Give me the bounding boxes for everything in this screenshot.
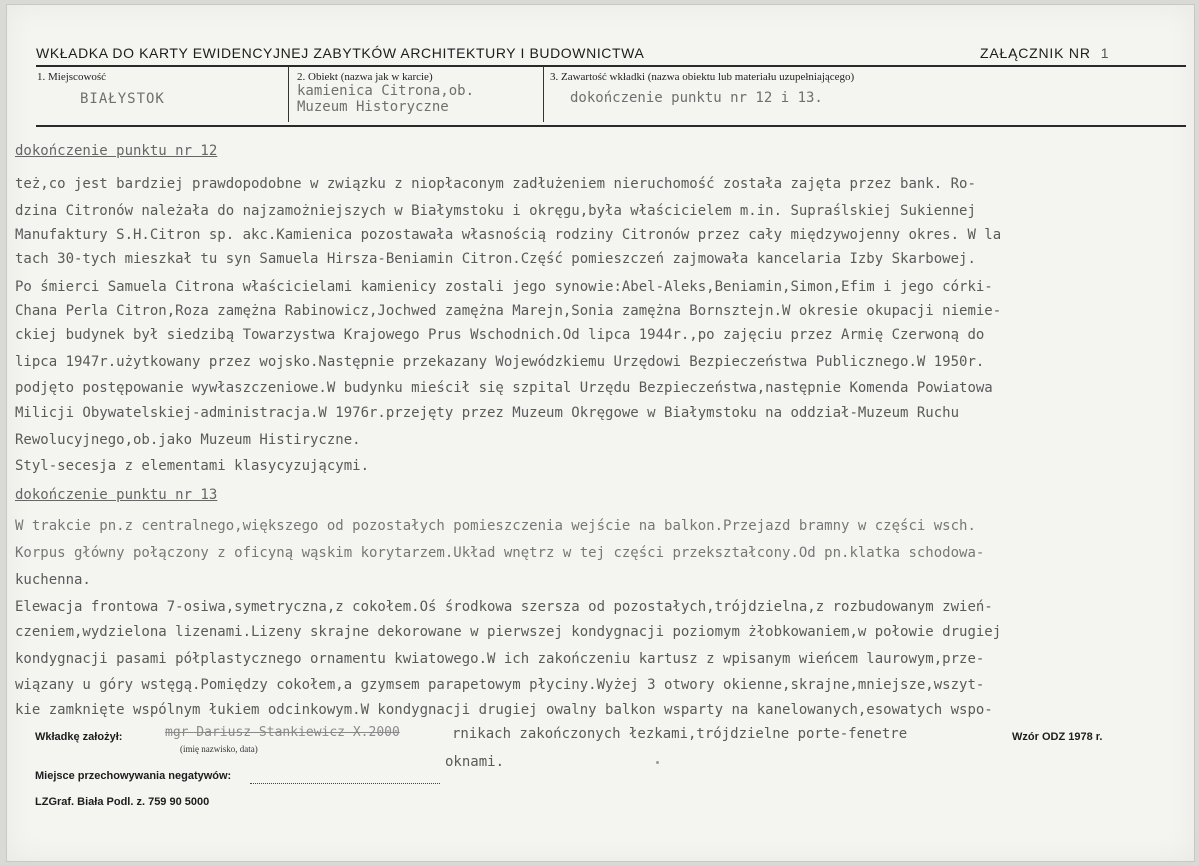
attachment-number: [980, 45, 1109, 61]
attachment-label: ZAŁĄCZNIK NR: [980, 45, 1091, 61]
body-line: też,co jest bardziej prawdopodobne w związku z niopłaconym zadłużeniem nieruchomość została zajęta przez bank. Ro-: [15, 176, 976, 192]
body-line: Korpus główny połączony z oficyną wąskim korytarzem.Układ wnętrz w tej części przekształcony.Od pn.klatka schodowa-: [15, 545, 985, 561]
body-line: podjęto postępowanie wywłaszczeniowe.W budynku mieścił się szpital Urzędu Bezpieczeństwa,następnie Komenda Powiatowa: [15, 380, 993, 396]
body-line: wiązany u góry wstęgą.Pomiędzy cokołem,a gzymsem parapetowym płyciny.Wyżej 3 otwory okienne,skrajne,mniejsze,wszyt-: [15, 677, 985, 693]
body-line: Styl-secesja z elementami klasycyzującymi.: [15, 458, 370, 474]
form-title: WKŁADKA DO KARTY EWIDENCYJNEJ ZABYTKÓW ARCHITEKTURY I BUDOWNICTWA: [36, 45, 645, 61]
field-value-zawartosc: dokończenie punktu nr 12 i 13.: [570, 90, 823, 106]
body-line-final: oknami.: [445, 754, 505, 770]
body-line: Elewacja frontowa 7-osiwa,symetryczna,z cokołem.Oś środkowa szersza od pozostałych,trójdzielna,z rozbudowanym zwień-: [15, 599, 993, 615]
form-template-ref: Wzór ODZ 1978 r.: [1012, 731, 1103, 743]
field-value-obiekt-1: kamienica Citrona,ob.: [297, 83, 475, 99]
body-line: Milicji Obywatelskiej-administracja.W 1976r.przejęty przez Muzeum Okręgowe w Białymstoku na oddział-Muzeum Ruchu: [15, 405, 960, 421]
field-label-zawartosc: 3. Zawartość wkładki (nazwa obiektu lub materiału uzupełniającego): [550, 71, 855, 83]
field-label-miejscowosc: 1. Miejscowość: [37, 71, 107, 83]
negatives-field: [250, 783, 440, 784]
field-divider-2: [543, 66, 544, 122]
negatives-label: Miejsce przechowywania negatywów:: [35, 770, 232, 782]
body-line: Rewolucyjnego,ob.jako Muzeum Histiryczne.: [15, 432, 361, 448]
body-line: Po śmierci Samuela Citrona właścicielami kamienicy zostali jego synowie:Abel-Aleks,Beniamin,Simon,Efim i jego córki-: [15, 279, 993, 295]
header-rule-bottom: [36, 125, 1186, 127]
printer-imprint: LZGraf. Biała Podl. z. 759 90 5000: [35, 796, 210, 808]
body-line: ckiej budynek był siedzibą Towarzystwa Krajowego Prus Wschodnich.Od lipca 1944r.,po zajęciu przez Armię Czerwoną do: [15, 327, 985, 343]
body-line: Manufaktury S.H.Citron sp. akc.Kamienica pozostawała własnością rodziny Citronów przez cały międzywojenny okres. W la: [15, 227, 1002, 243]
field-divider-1: [288, 66, 289, 122]
founder-sublabel: (imię nazwisko, data): [180, 744, 258, 754]
field-value-obiekt-2: Muzeum Historyczne: [297, 99, 449, 115]
body-line: tach 30-tych mieszkał tu syn Samuela Hirsza-Beniamin Citron.Część pomieszczeń zajmowała kancelaria Izby Skarbowej.: [15, 251, 976, 267]
body-line: W trakcie pn.z centralnego,większego od pozostałych pomieszczenia wejście na balkon.Przejazd bramny w części wsch.: [15, 518, 976, 534]
founder-value: mgr Dariusz Stankiewicz X.2000: [165, 725, 400, 740]
field-label-obiekt: 2. Obiekt (nazwa jak w karcie): [297, 71, 433, 83]
body-line: lipca 1947r.użytkowany przez wojsko.Następnie przekazany Wojewódzkiemu Urzędowi Bezpieczeństwa Publicznego.W 1950r.: [15, 354, 985, 370]
body-line: czeniem,wydzielona lizenami.Lizeny skrajne dekorowane w pierwszej kondygnacji poziomym żłobkowaniem,w połowie drugiej: [15, 624, 1002, 640]
section-heading-12: dokończenie punktu nr 12: [15, 143, 218, 159]
founder-label: Wkładkę założył:: [35, 731, 123, 743]
body-line: kie zamknięte wspólnym łukiem odcinkowym.W kondygnacji drugiej owalny balkon wsparty na kanelowanych,esowatych wspo-: [15, 702, 993, 718]
stray-mark: [656, 761, 659, 764]
field-value-miejscowosc: BIAŁYSTOK: [80, 91, 165, 107]
body-line: kuchenna.: [15, 572, 91, 588]
section-heading-13: dokończenie punktu nr 13: [15, 487, 218, 503]
body-line: kondygnacji pasami półplastycznego ornamentu kwiatowego.W ich zakończeniu kartusz z wpisanym wieńcem laurowym,prze-: [15, 651, 985, 667]
body-line-continuation: rnikach zakończonych łezkami,trójdzielne porte-fenetre: [452, 726, 908, 742]
body-line: dzina Citronów należała do najzamożniejszych w Białymstoku i okręgu,była właścicielem m.in. Supraślskiej Sukiennej: [15, 203, 976, 219]
body-line: Chana Perla Citron,Roza zamężna Rabinowicz,Jochwed zamężna Marejn,Sonia zamężna Bornsztejn.W okresie okupacji niemie-: [15, 303, 1002, 319]
header-rule-top: [36, 65, 1186, 67]
attachment-value: 1: [1100, 45, 1110, 61]
